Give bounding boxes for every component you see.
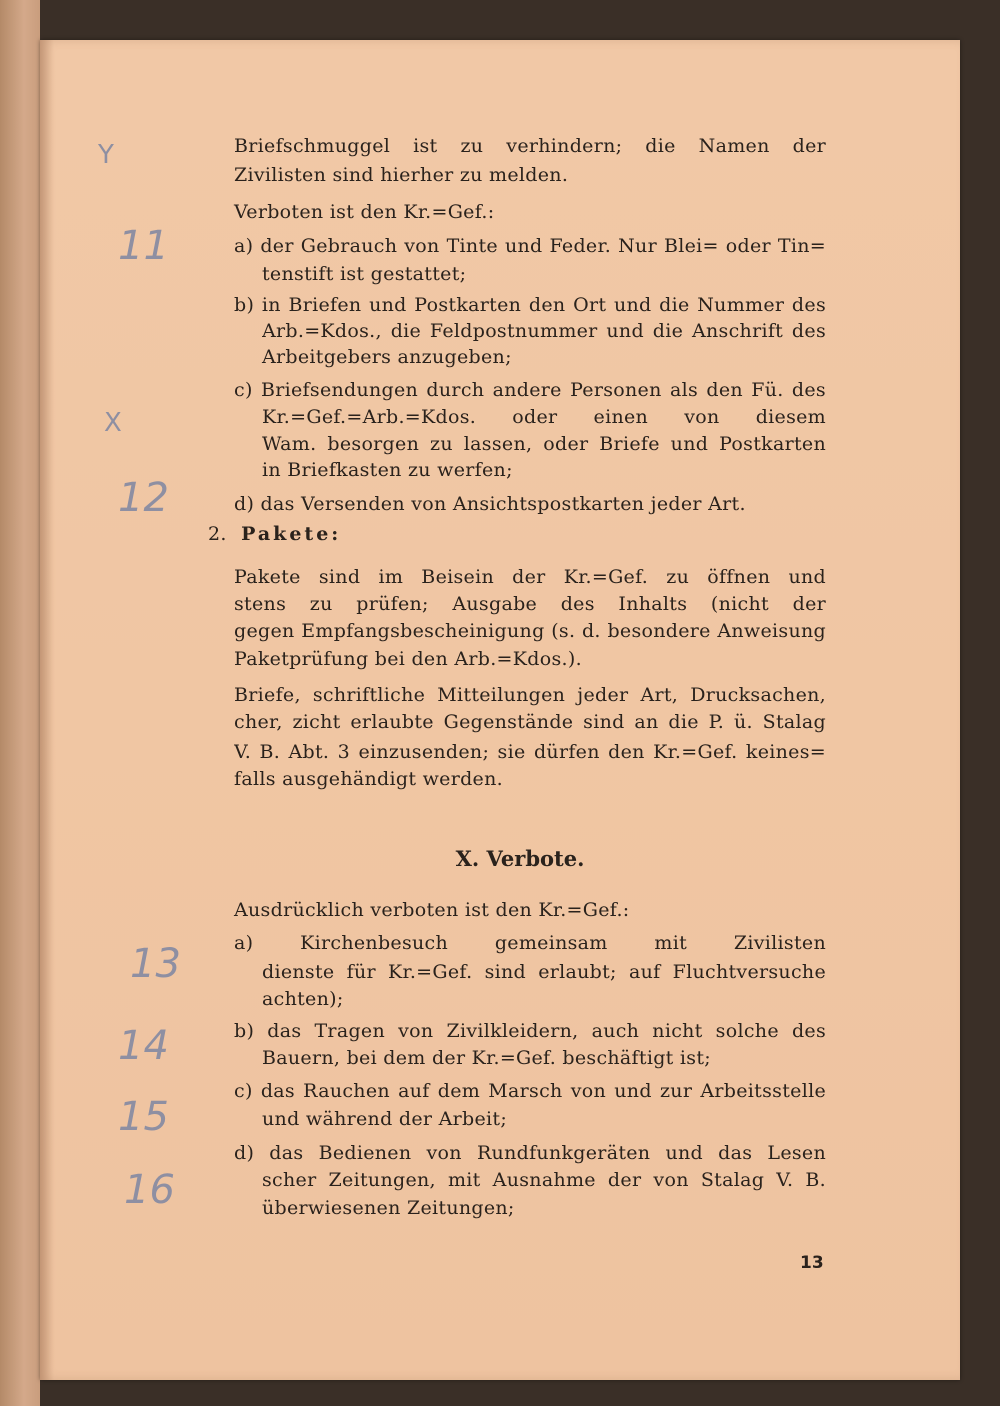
text-line: d) das Bedienen von Rundfunkgeräten und das Lesen <box>234 1142 826 1164</box>
margin-note-number: 16 <box>124 1167 175 1213</box>
text-line: d) das Versenden von Ansichtspostkarten jeder Art. <box>234 493 746 515</box>
text-line: Arb.=Kdos., die Feldpostnummer und die Anschrift des <box>262 320 826 342</box>
margin-note-number: 11 <box>118 223 169 269</box>
text-line: tenstift ist gestattet; <box>262 263 467 285</box>
text-line: Bauern, bei dem der Kr.=Gef. beschäftigt ist; <box>262 1047 711 1069</box>
page-gutter-shadow <box>40 40 54 1380</box>
text-line: b) das Tragen von Zivilkleidern, auch nicht solche des <box>234 1020 826 1042</box>
adjacent-page-edge <box>0 0 40 1406</box>
text-line: c) das Rauchen auf dem Marsch von und zur Arbeitsstelle <box>234 1080 826 1102</box>
text-line: in Briefkasten zu werfen; <box>262 459 513 481</box>
text-line: Verboten ist den Kr.=Gef.: <box>234 201 495 223</box>
text-line: cher, zicht erlaubte Gegenstände sind an die P. ü. Stalag <box>234 711 826 733</box>
text-line: Briefschmuggel ist zu verhindern; die Namen der <box>234 135 826 157</box>
text-line: a) der Gebrauch von Tinte und Feder. Nur Blei= oder Tin= <box>234 235 826 257</box>
text-line: stens zu prüfen; Ausgabe des Inhalts (nicht der <box>234 593 826 615</box>
section-heading: X. Verbote. <box>455 846 585 871</box>
text-line: b) in Briefen und Postkarten den Ort und die Nummer des <box>234 294 826 316</box>
text-line: falls ausgehändigt werden. <box>234 768 503 790</box>
margin-note-number: 14 <box>118 1023 169 1069</box>
text-line: Arbeitgebers anzugeben; <box>262 346 512 368</box>
text-line: Wam. besorgen zu lassen, oder Briefe und Postkarten <box>262 433 826 455</box>
text-line: Pakete sind im Beisein der Kr.=Gef. zu öffnen und <box>234 566 826 588</box>
section-label: Pakete: <box>241 523 342 545</box>
text-line: und während der Arbeit; <box>262 1108 508 1130</box>
text-line: V. B. Abt. 3 einzusenden; sie dürfen den Kr.=Gef. keines= <box>234 741 826 763</box>
text-line: achten); <box>262 988 344 1010</box>
text-line: Briefe, schriftliche Mitteilungen jeder Art, Drucksachen, <box>234 684 826 706</box>
text-line: Zivilisten sind hierher zu melden. <box>234 164 569 186</box>
text-line: Paketprüfung bei den Arb.=Kdos.). <box>234 648 582 670</box>
page-number: 13 <box>800 1253 824 1273</box>
text-line: überwiesenen Zeitungen; <box>262 1197 515 1219</box>
margin-check-mark: X <box>104 408 122 438</box>
text-line: Kr.=Gef.=Arb.=Kdos. oder einen von diesem <box>262 406 826 428</box>
text-line: gegen Empfangsbescheinigung (s. d. besondere Anweisung <box>234 620 826 642</box>
text-line: dienste für Kr.=Gef. sind erlaubt; auf Fluchtversuche <box>262 961 826 983</box>
text-line: scher Zeitungen, mit Ausnahme der von Stalag V. B. <box>262 1169 826 1191</box>
text-line: Ausdrücklich verboten ist den Kr.=Gef.: <box>234 899 630 921</box>
margin-note-number: 13 <box>130 941 181 987</box>
text-line: c) Briefsendungen durch andere Personen als den Fü. des <box>234 379 826 401</box>
text-line: a) Kirchenbesuch gemeinsam mit Zivilisten <box>234 932 826 954</box>
section-2 <box>208 520 341 549</box>
section-number: 2. <box>208 523 227 545</box>
margin-check-mark: Y <box>98 140 114 170</box>
margin-note-number: 12 <box>118 475 169 521</box>
margin-note-number: 15 <box>118 1094 169 1140</box>
